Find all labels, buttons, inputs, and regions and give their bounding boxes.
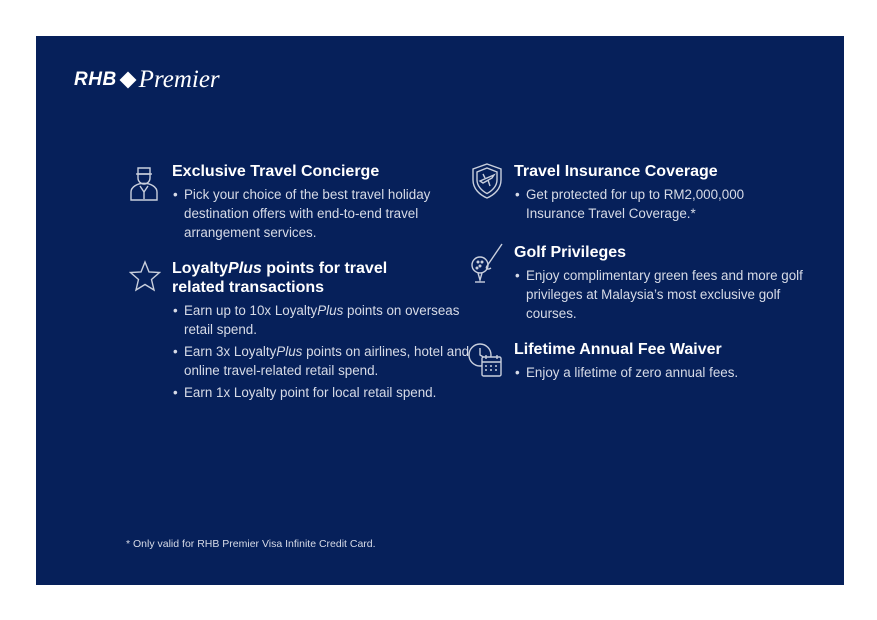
fee-waiver-bullets: [514, 363, 804, 382]
feature-golf: [514, 243, 804, 326]
loyalty-bullet: [172, 342, 472, 380]
golf-bullet: • Enjoy complimentary green fees and more golf privileges at Malaysia’s most exclusive golf courses.: [514, 266, 804, 323]
insurance-title: Travel Insurance Coverage: [514, 163, 718, 180]
logo-rhb-text: RHB: [74, 69, 117, 90]
loyalty-title-italic: Plus: [228, 260, 262, 277]
loyalty-bullet-italic: Plus: [276, 344, 303, 359]
rhb-premier-logo: [74, 66, 220, 94]
concierge-bullet: • Pick your choice of the best travel holiday destination offers with end-to-end travel arrangement services.: [172, 185, 462, 242]
loyalty-title: [172, 259, 472, 297]
logo-diamond-icon: [119, 72, 136, 89]
feature-fee-waiver: [514, 340, 804, 385]
footnote: * Only valid for RHB Premier Visa Infinite Credit Card.: [126, 538, 376, 550]
loyalty-bullet-text: Earn up to 10x Loyalty: [184, 303, 318, 318]
loyalty-title-prefix: Loyalty: [172, 260, 229, 277]
calendar-clock-icon: [466, 341, 504, 379]
fee-waiver-title: Lifetime Annual Fee Waiver: [514, 341, 722, 358]
feature-concierge: [172, 162, 462, 245]
golf-title: Golf Privileges: [514, 244, 627, 261]
insurance-bullet: • Get protected for up to RM2,000,000 Insurance Travel Coverage.*: [514, 185, 804, 223]
concierge-bullets: [172, 185, 462, 242]
loyalty-title-line2: related transactions: [172, 279, 325, 296]
loyalty-bullet-italic: Plus: [317, 303, 344, 318]
loyalty-bullet-text: points on airlines, hotel and online travel-related retail spend.: [184, 344, 470, 378]
loyalty-title-suffix: points for travel: [261, 260, 388, 277]
golf-icon: [469, 242, 505, 284]
feature-insurance: [514, 162, 804, 226]
concierge-title: Exclusive Travel Concierge: [172, 163, 380, 180]
benefits-card: [36, 36, 844, 585]
loyalty-bullet-text: Earn 3x Loyalty: [184, 344, 277, 359]
logo-premier-text: Premier: [138, 66, 220, 93]
star-icon: [129, 260, 161, 292]
loyalty-bullet-text: points on overseas retail spend.: [184, 303, 460, 337]
loyalty-bullets: [172, 301, 472, 402]
shield-plane-icon: [470, 162, 504, 200]
loyalty-bullet: [172, 301, 472, 339]
insurance-bullets: [514, 185, 804, 223]
loyalty-bullet-text: Earn 1x Loyalty point for local retail spend.: [184, 385, 437, 400]
fee-waiver-bullet: • Enjoy a lifetime of zero annual fees.: [514, 363, 804, 382]
golf-bullets: [514, 266, 804, 323]
concierge-icon: [128, 164, 160, 202]
loyalty-bullet: [172, 383, 472, 402]
feature-loyalty: [172, 259, 472, 405]
